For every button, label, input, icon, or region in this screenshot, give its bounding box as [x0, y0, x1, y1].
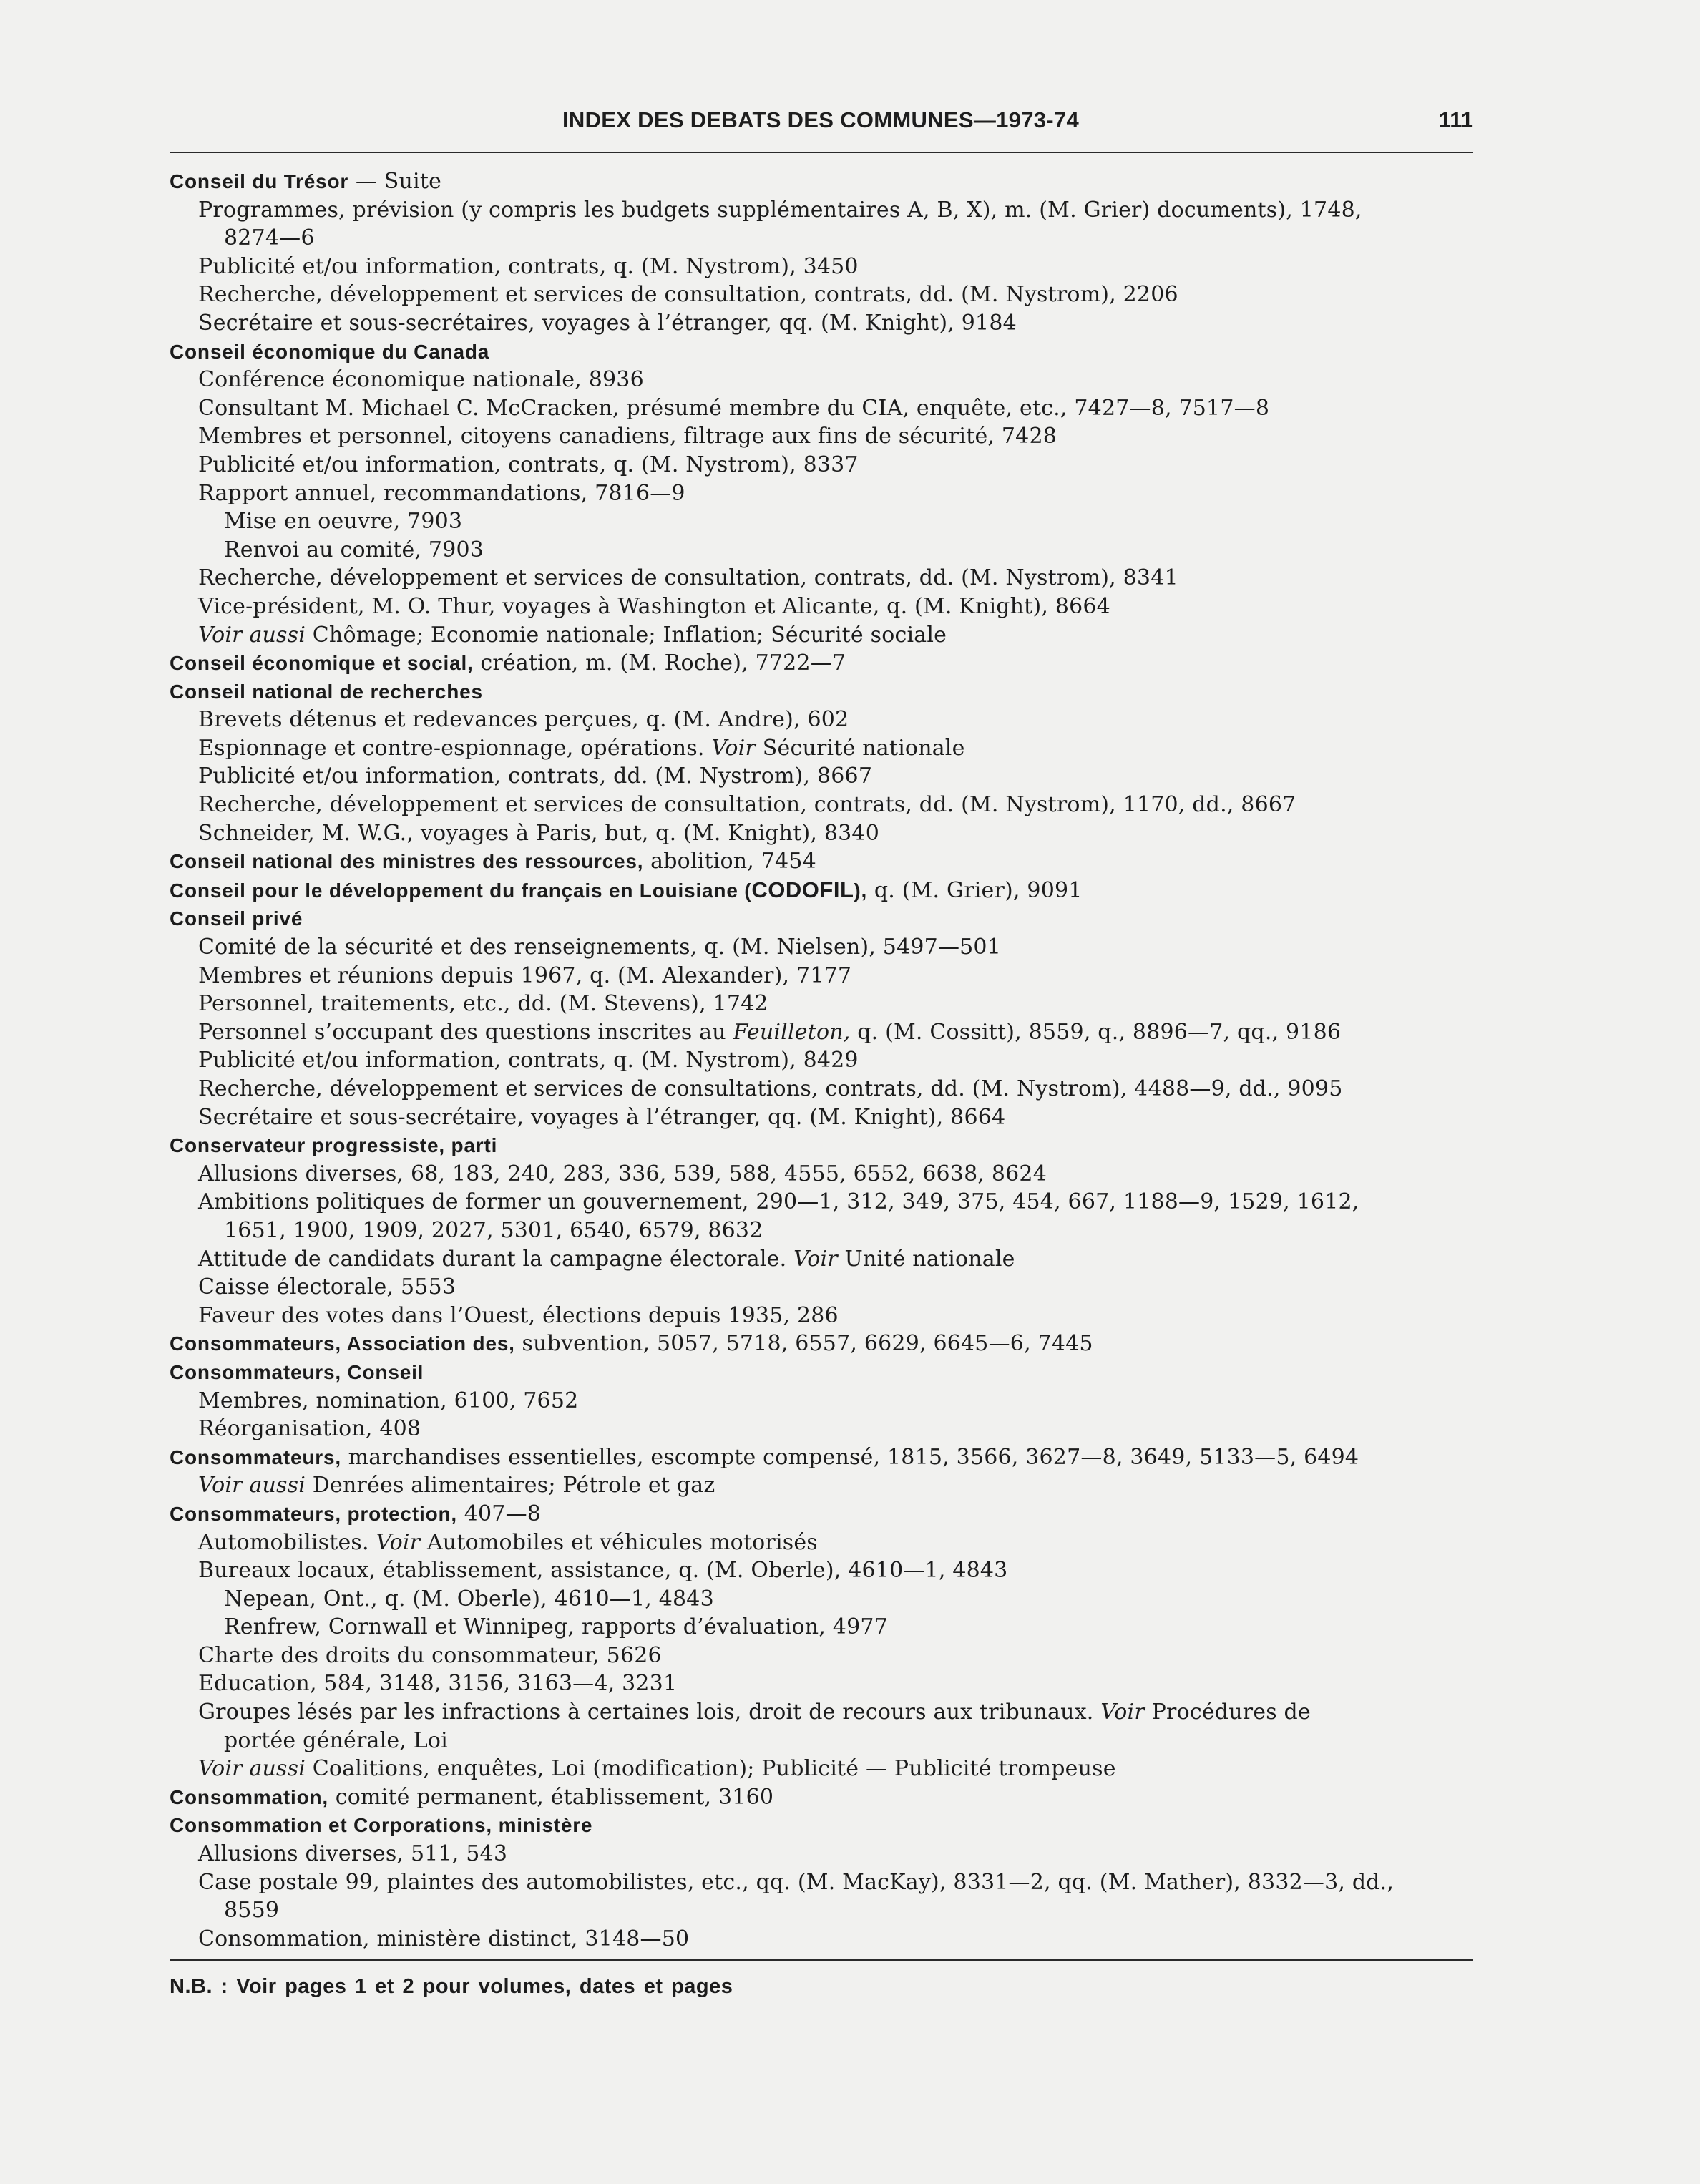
index-subentry	[170, 990, 1479, 1018]
entry-text: Brevets détenus et redevances perçues, q. (M. Andre), 602	[198, 707, 849, 733]
index-subentry	[170, 734, 1479, 763]
entry-text: Schneider, M. W.G., voyages à Paris, but, q. (M. Knight), 8340	[198, 820, 879, 846]
entry-heading-text: Conservateur progressiste, parti	[170, 1134, 498, 1157]
index-subentry	[170, 791, 1479, 819]
entry-heading-text: Consommateurs, Conseil	[170, 1360, 424, 1383]
index-subentry	[170, 1245, 1479, 1274]
index-heading-entry	[170, 678, 1479, 706]
index-subsubentry	[170, 1585, 1479, 1614]
entry-text: Renvoi au comité, 7903	[224, 537, 484, 562]
index-heading-entry	[170, 1783, 1479, 1812]
index-subsubentry	[170, 1613, 1479, 1642]
entry-text: Coalitions, enquêtes, Loi (modification); Publicité — Publicité trompeuse	[306, 1756, 1116, 1782]
cross-reference-text: Voir	[711, 735, 756, 761]
index-subentry	[170, 1387, 1479, 1415]
index-subentry	[170, 564, 1479, 593]
index-subentry	[170, 933, 1479, 962]
index-subentry	[170, 1046, 1479, 1075]
index-subentry	[170, 593, 1479, 621]
index-subentry	[170, 1273, 1479, 1302]
entry-text: Bureaux locaux, établissement, assistance, q. (M. Oberle), 4610—1, 4843	[198, 1558, 1008, 1584]
running-title: INDEX DES DEBATS DES COMMUNES—1973-74	[562, 107, 1079, 132]
entry-text: portée générale, Loi	[224, 1727, 448, 1753]
entry-text: Recherche, développement et services de consultation, contrats, dd. (M. Nystrom), 2206	[198, 282, 1178, 308]
entry-heading-text: Conseil pour le développement du français en Louisiane (	[170, 879, 752, 902]
entry-text: Groupes lésés par les infractions à certaines lois, droit de recours aux tribunaux.	[198, 1700, 1101, 1725]
entry-text: Nepean, Ont., q. (M. Oberle), 4610—1, 4843	[224, 1586, 714, 1612]
entry-text: Renfrew, Cornwall et Winnipeg, rapports d’évaluation, 4977	[224, 1614, 888, 1640]
entry-text: Chômage; Economie nationale; Inflation; Sécurité sociale	[306, 622, 947, 648]
entry-text: Denrées alimentaires; Pétrole et gaz	[306, 1473, 715, 1498]
cross-reference-text: Voir	[376, 1529, 421, 1555]
entry-text: marchandises essentielles, escompte compensé, 1815, 3566, 3627—8, 3649, 5133—5, 6494	[341, 1444, 1359, 1470]
index-heading-entry	[170, 649, 1479, 678]
index-subentry	[170, 819, 1479, 848]
entry-text: Unité nationale	[837, 1246, 1015, 1272]
entry-text: Comité de la sécurité et des renseignements, q. (M. Nielsen), 5497—501	[198, 935, 1002, 960]
index-subsubentry	[170, 1727, 1479, 1755]
entry-text: Faveur des votes dans l’Ouest, élections depuis 1935, 286	[198, 1302, 839, 1328]
entry-text: Ambitions politiques de former un gouvernement, 290—1, 312, 349, 375, 454, 667, 1188—9, 1529, 1612,	[198, 1189, 1359, 1215]
index-subentry	[170, 1075, 1479, 1103]
entry-text: Personnel, traitements, etc., dd. (M. Stevens), 1742	[198, 991, 768, 1017]
entry-text: 407—8	[456, 1501, 542, 1526]
entry-heading-text: Conseil national des ministres des ressources,	[170, 850, 644, 873]
index-subentry	[170, 706, 1479, 734]
entry-text: Education, 584, 3148, 3156, 3163—4, 3231	[198, 1671, 678, 1697]
index-subentry	[170, 1103, 1479, 1132]
index-subentry	[170, 1755, 1479, 1783]
entry-text: Publicité et/ou information, contrats, q. (M. Nystrom), 8337	[198, 452, 859, 477]
index-subentry	[170, 281, 1479, 309]
index-subentry	[170, 1018, 1479, 1047]
index-heading-entry	[170, 167, 1479, 196]
index-subentry	[170, 1415, 1479, 1443]
cross-reference-text: Voir	[793, 1246, 838, 1272]
index-subentry	[170, 394, 1479, 423]
index-subsubentry	[170, 507, 1479, 536]
index-heading-entry	[170, 1358, 1479, 1387]
index-heading-entry	[170, 876, 1479, 905]
entry-text: Secrétaire et sous-secrétaire, voyages à l’étranger, qq. (M. Knight), 8664	[198, 1104, 1006, 1130]
entry-text: abolition, 7454	[643, 849, 816, 874]
entry-heading-text: Conseil économique du Canada	[170, 340, 490, 363]
index-subentry	[170, 1556, 1479, 1585]
index-subentry	[170, 1868, 1479, 1897]
entry-text: Rapport annuel, recommandations, 7816—9	[198, 480, 685, 506]
entry-text: Recherche, développement et services de consultations, contrats, dd. (M. Nystrom), 4488—9, dd., 9095	[198, 1076, 1343, 1101]
index-heading-entry	[170, 338, 1479, 366]
index-subentry	[170, 962, 1479, 990]
index-subentry	[170, 1698, 1479, 1727]
entry-text: Consultant M. Michael C. McCracken, présumé membre du CIA, enquête, etc., 7427—8, 7517—8	[198, 395, 1270, 421]
index-subentry	[170, 366, 1479, 394]
entry-text: Recherche, développement et services de consultation, contrats, dd. (M. Nystrom), 1170, dd., 8667	[198, 792, 1296, 818]
entry-text: Charte des droits du consommateur, 5626	[198, 1642, 662, 1668]
index-subentry	[170, 1925, 1479, 1954]
cross-reference-text: Voir aussi	[198, 1756, 306, 1782]
entry-text: Mise en oeuvre, 7903	[224, 509, 463, 535]
index-heading-entry	[170, 1443, 1479, 1472]
entry-text: Attitude de candidats durant la campagne électorale.	[198, 1246, 794, 1272]
index-subentry	[170, 253, 1479, 281]
index-heading-entry	[170, 1500, 1479, 1529]
entry-heading-text: Conseil national de recherches	[170, 680, 483, 703]
index-subentry	[170, 196, 1479, 225]
entry-text: Allusions diverses, 511, 543	[198, 1841, 508, 1867]
entry-text: Espionnage et contre-espionnage, opérations.	[198, 735, 712, 761]
index-subentry	[170, 1471, 1479, 1500]
entry-text: subvention, 5057, 5718, 6557, 6629, 6645—6, 7445	[514, 1331, 1093, 1357]
entry-text: Membres et réunions depuis 1967, q. (M. Alexander), 7177	[198, 962, 852, 988]
index-subentry	[170, 479, 1479, 508]
entry-heading-text: Consommateurs, Association des,	[170, 1332, 515, 1355]
entry-text: Allusions diverses, 68, 183, 240, 283, 336, 539, 588, 4555, 6552, 6638, 8624	[198, 1161, 1047, 1186]
entry-text: Automobiles et véhicules motorisés	[420, 1529, 818, 1555]
entry-text: Publicité et/ou information, contrats, dd. (M. Nystrom), 8667	[198, 764, 873, 789]
index-heading-entry	[170, 1811, 1479, 1840]
entry-heading-text: Consommateurs, protection,	[170, 1502, 457, 1525]
entry-text: Programmes, prévision (y compris les budgets supplémentaires A, B, X), m. (M. Grier) documents), 1748,	[198, 197, 1362, 223]
entry-heading-text: Conseil économique et social,	[170, 652, 474, 675]
entry-text: Membres, nomination, 6100, 7652	[198, 1388, 579, 1413]
index-subentry	[170, 1669, 1479, 1698]
index-subsubentry	[170, 1896, 1479, 1925]
index-subsubentry	[170, 1217, 1479, 1245]
index-subentry	[170, 422, 1479, 451]
index-subentry	[170, 451, 1479, 479]
index-subentry	[170, 1840, 1479, 1868]
entry-text: q. (M. Grier), 9091	[867, 877, 1083, 903]
entry-text: Caisse électorale, 5553	[198, 1274, 456, 1300]
entry-text: création, m. (M. Roche), 7722—7	[473, 650, 846, 676]
header-rule	[170, 152, 1473, 153]
entry-text: Procédures de	[1144, 1700, 1311, 1725]
entry-text: Publicité et/ou information, contrats, q. (M. Nystrom), 8429	[198, 1048, 859, 1073]
entry-text: Réorganisation, 408	[198, 1416, 421, 1442]
entry-heading-text: Consommateurs,	[170, 1446, 341, 1468]
index-subentry	[170, 1160, 1479, 1189]
index-heading-entry	[170, 905, 1479, 933]
entry-text: Recherche, développement et services de consultation, contrats, dd. (M. Nystrom), 8341	[198, 565, 1178, 591]
entry-heading-text: CODOFIL	[751, 877, 854, 902]
index-subentry	[170, 309, 1479, 338]
page-number: 111	[1438, 107, 1473, 132]
index-subsubentry	[170, 536, 1479, 565]
entry-heading-text: Conseil du Trésor	[170, 170, 349, 192]
index-heading-entry	[170, 1131, 1479, 1160]
entry-text: Automobilistes.	[198, 1529, 376, 1555]
entry-text: Membres et personnel, citoyens canadiens, filtrage aux fins de sécurité, 7428	[198, 424, 1057, 449]
entry-text: 1651, 1900, 1909, 2027, 5301, 6540, 6579, 8632	[224, 1217, 763, 1243]
index-subentry	[170, 762, 1479, 791]
entry-text: Personnel s’occupant des questions inscrites au	[198, 1019, 733, 1045]
entry-text: Consommation, ministère distinct, 3148—50	[198, 1926, 690, 1951]
page-header	[170, 107, 1473, 139]
footer-rule	[170, 1959, 1473, 1961]
cross-reference-text: Voir aussi	[198, 622, 306, 648]
cross-reference-text: Feuilleton,	[733, 1019, 851, 1045]
cross-reference-text: Voir aussi	[198, 1473, 306, 1498]
entry-text: Case postale 99, plaintes des automobilistes, etc., qq. (M. MacKay), 8331—2, qq. (M. Mather), 8332—3, dd.,	[198, 1869, 1394, 1895]
entry-heading-text: Consommation et Corporations, ministère	[170, 1814, 593, 1837]
entry-text: Sécurité nationale	[756, 735, 965, 761]
entry-heading-text: Conseil privé	[170, 907, 303, 930]
index-subsubentry	[170, 224, 1479, 253]
entry-text: 8559	[224, 1898, 280, 1924]
entry-text: Secrétaire et sous-secrétaires, voyages à l’étranger, qq. (M. Knight), 9184	[198, 310, 1017, 336]
entry-text: Vice-président, M. O. Thur, voyages à Washington et Alicante, q. (M. Knight), 8664	[198, 593, 1110, 619]
entry-text: 8274—6	[224, 225, 315, 251]
entry-text: q. (M. Cossitt), 8559, q., 8896—7, qq., 9186	[850, 1019, 1342, 1045]
index-subentry	[170, 1642, 1479, 1670]
index-subentry	[170, 621, 1479, 650]
index-heading-entry	[170, 847, 1479, 876]
index-body	[170, 167, 1479, 1953]
index-subentry	[170, 1529, 1479, 1557]
entry-text: — Suite	[348, 169, 442, 194]
entry-text: comité permanent, établissement, 3160	[328, 1784, 774, 1810]
entry-heading-text: Consommation,	[170, 1785, 328, 1808]
footnote: N.B. : Voir pages 1 et 2 pour volumes, dates et pages	[170, 1975, 733, 1998]
index-subentry	[170, 1188, 1479, 1217]
entry-text: Conférence économique nationale, 8936	[198, 367, 644, 393]
index-subentry	[170, 1302, 1479, 1330]
index-heading-entry	[170, 1330, 1479, 1358]
entry-heading-text: ),	[854, 879, 868, 902]
cross-reference-text: Voir	[1100, 1700, 1145, 1725]
entry-text: Publicité et/ou information, contrats, q. (M. Nystrom), 3450	[198, 253, 859, 279]
